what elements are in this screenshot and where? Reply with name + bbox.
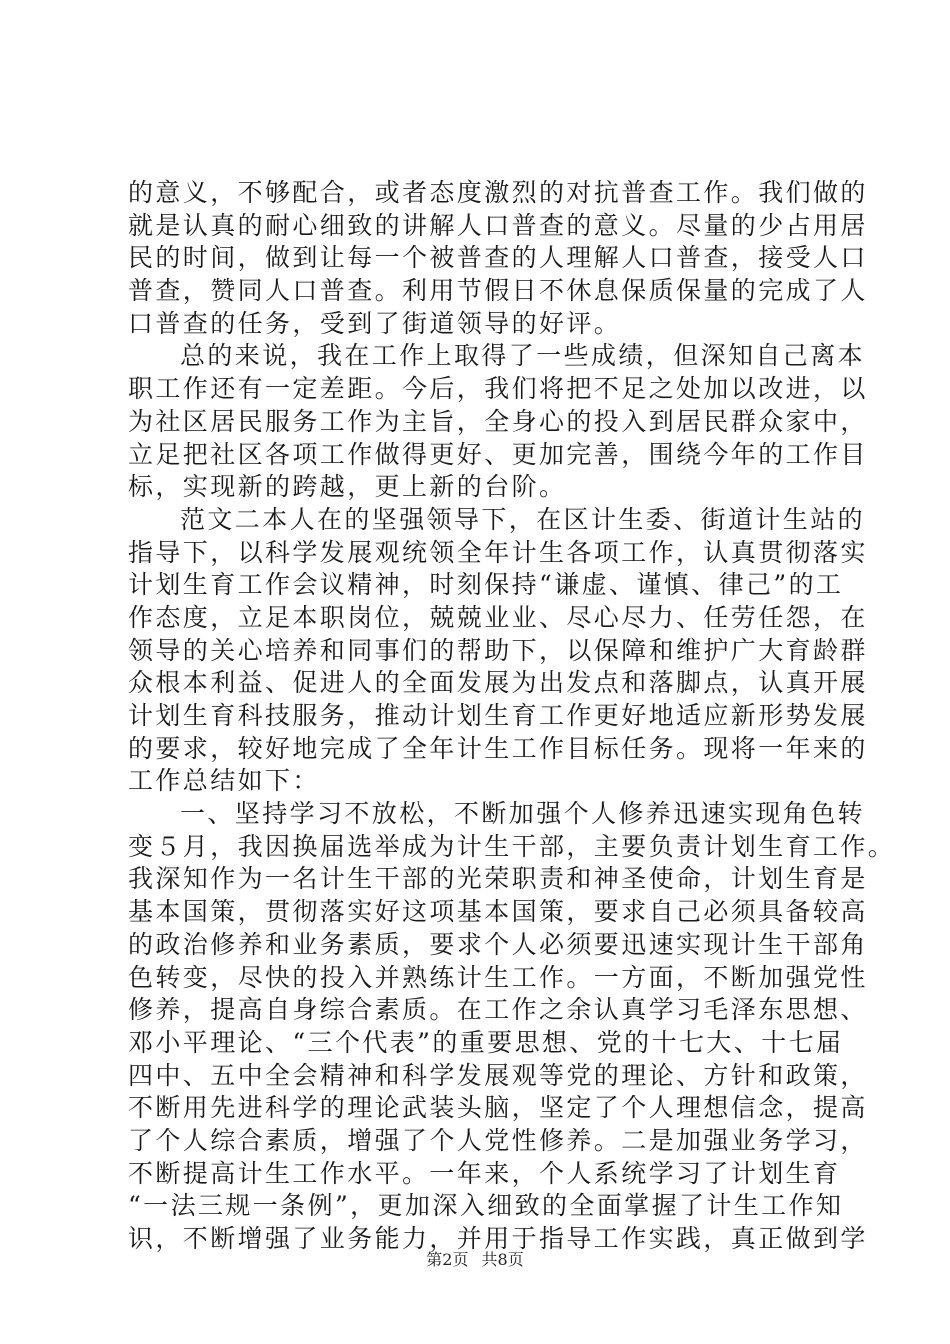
text-line: 工作总结如下：: [128, 766, 320, 796]
text-line: 色转变，尽快的投入并熟练计生工作。一方面，不断加强党性: [128, 962, 868, 992]
text-line: 众根本利益、促进人的全面发展为出发点和落脚点，认真开展: [128, 668, 868, 698]
text-line: 修养，提高自身综合素质。在工作之余认真学习毛泽东思想、: [128, 995, 868, 1025]
text-line: 口普查的任务，受到了街道领导的好评。: [128, 308, 622, 338]
text-line: 的要求，较好地完成了全年计生工作目标任务。现将一年来的: [128, 733, 868, 763]
text-line: 职工作还有一定差距。今后，我们将把不足之处加以改进，以: [128, 374, 868, 404]
text-line: 不断提高计生工作水平。一年来，个人系统学习了计划生育: [128, 1158, 841, 1188]
text-line: 计划生育科技服务，推动计划生育工作更好地适应新形势发展: [128, 701, 868, 730]
text-line: 了个人综合素质，增强了个人党性修养。二是加强业务学习，: [128, 1125, 868, 1155]
text-line: 识，不断增强了业务能力，并用于指导工作实践，真正做到学: [128, 1224, 868, 1253]
text-line: 计划生育工作会议精神，时刻保持“谦虚、谨慎、律己”的工: [128, 570, 844, 600]
text-line: 邓小平理论、“三个代表”的重要思想、党的十七大、十七届: [128, 1027, 844, 1057]
text-line: 的政治修养和业务素质，要求个人必须要迅速实现计生干部角: [128, 929, 868, 959]
page-number: 第2页: [426, 1250, 469, 1269]
page-footer: [0, 1247, 950, 1270]
text-line: 一、坚持学习不放松，不断加强个人修养迅速实现角色转: [180, 799, 866, 829]
text-line: 普查，赞同人口普查。利用节假日不休息保质保量的完成了人: [128, 276, 868, 306]
text-line: 为社区居民服务工作为主旨，全身心的投入到居民群众家中，: [128, 406, 868, 436]
text-line: 领导的关心培养和同事们的帮助下，以保障和维护广大育龄群: [128, 635, 868, 665]
text-line: 基本国策，贯彻落实好这项基本国策，要求自己必须具备较高: [128, 897, 868, 927]
text-line: 的意义，不够配合，或者态度激烈的对抗普查工作。我们做的: [128, 178, 868, 207]
text-line: 范文二本人在的坚强领导下，在区计生委、街道计生站的: [180, 504, 866, 534]
text-line: “一法三规一条例”，更加深入细致的全面掌握了计生工作知: [128, 1191, 844, 1221]
page-total: 共8页: [481, 1250, 524, 1269]
text-line: 总的来说，我在工作上取得了一些成绩，但深知自己离本: [180, 341, 866, 371]
text-line: 就是认真的耐心细致的讲解人口普查的意义。尽量的少占用居: [128, 210, 868, 240]
text-line: 指导下，以科学发展观统领全年计生各项工作，认真贯彻落实: [128, 537, 868, 567]
text-line: 四中、五中全会精神和科学发展观等党的理论、方针和政策，: [128, 1060, 868, 1090]
text-line: 作态度，立足本职岗位，兢兢业业、尽心尽力、任劳任怨，在: [128, 602, 868, 632]
text-line: 不断用先进科学的理论武装头脑，坚定了个人理想信念，提高: [128, 1093, 868, 1123]
text-line: 变５月，我因换届选举成为计生干部，主要负责计划生育工作。: [128, 831, 896, 861]
document-body: [128, 177, 896, 1256]
text-line: 标，实现新的跨越，更上新的台阶。: [128, 472, 567, 502]
text-line: 我深知作为一名计生干部的光荣职责和神圣使命，计划生育是: [128, 864, 868, 894]
text-line: 民的时间，做到让每一个被普查的人理解人口普查，接受人口: [128, 243, 868, 273]
text-line: 立足把社区各项工作做得更好、更加完善，围绕今年的工作目: [128, 439, 868, 469]
